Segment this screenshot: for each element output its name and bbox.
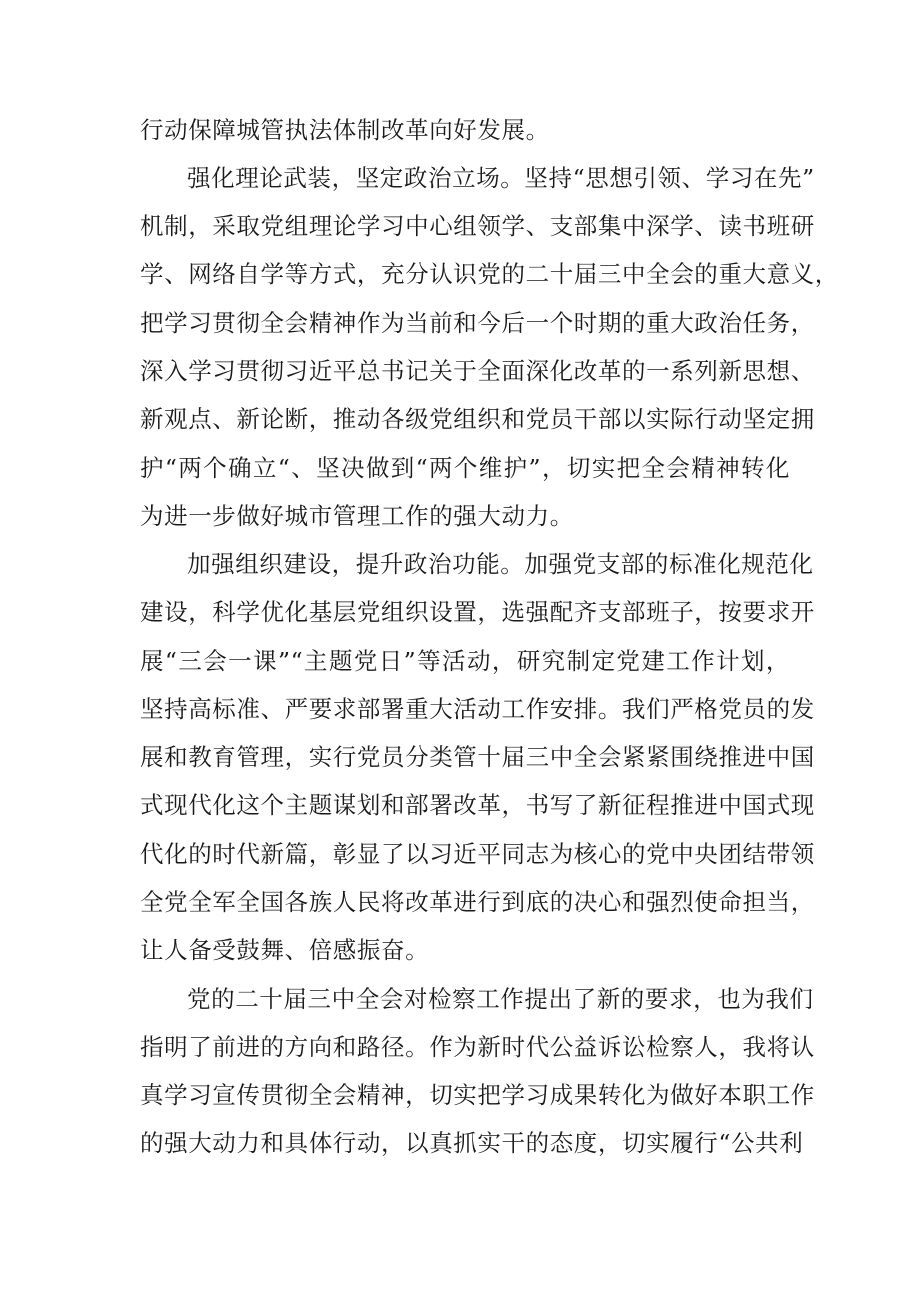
text-line: 展“三会一课”“主题党日”等活动，研究制定党建工作计划， [140,647,790,675]
text-line: 式现代化这个主题谋划和部署改革，书写了新征程推进中国式现 [140,791,815,819]
text-line: 机制，采取党组理论学习中心组领学、支部集中深学、读书班研 [140,212,815,240]
text-line: 建设，科学优化基层党组织设置，选强配齐支部班子，按要求开 [140,598,815,626]
text-line: 党的二十届三中全会对检察工作提出了新的要求，也为我们 [187,985,814,1013]
text-line: 深入学习贯彻习近平总书记关于全面深化改革的一系列新思想、 [140,357,815,385]
text-line: 代化的时代新篇，彰显了以习近平同志为核心的党中央团结带领 [140,840,815,868]
text-line: 展和教育管理，实行党员分类管十届三中全会紧紧围绕推进中国 [140,743,815,771]
text-line: 坚持高标准、严要求部署重大活动工作安排。我们严格党员的发 [140,695,815,723]
text-line: 护“两个确立“、坚决做到“两个维护”，切实把全会精神转化 [140,454,790,482]
text-line: 行动保障城管执法体制改革向好发展。 [140,116,550,144]
text-line: 真学习宣传贯彻全会精神，切实把学习成果转化为做好本职工作 [140,1081,815,1109]
text-line: 让人备受鼓舞、倍感振奋。 [140,936,430,964]
text-line: 把学习贯彻全会精神作为当前和今后一个时期的重大政治任务， [140,309,815,337]
text-line: 全党全军全国各族人民将改革进行到底的决心和强烈使命担当， [140,888,815,916]
text-line: 学、网络自学等方式，充分认识党的二十届三中全会的重大意义， [140,260,839,288]
text-line: 为进一步做好城市管理工作的强大动力。 [140,502,574,530]
text-line: 指明了前进的方向和路径。作为新时代公益诉讼检察人，我将认 [140,1033,815,1061]
text-line: 的强大动力和具体行动，以真抓实干的态度，切实履行“公共利 [140,1129,804,1157]
text-line: 加强组织建设，提升政治功能。加强党支部的标准化规范化 [187,550,814,578]
text-line: 新观点、新论断，推动各级党组织和党员干部以实际行动坚定拥 [140,405,815,433]
text-line: 强化理论武装，坚定政治立场。坚持“思想引领、学习在先” [187,164,815,192]
